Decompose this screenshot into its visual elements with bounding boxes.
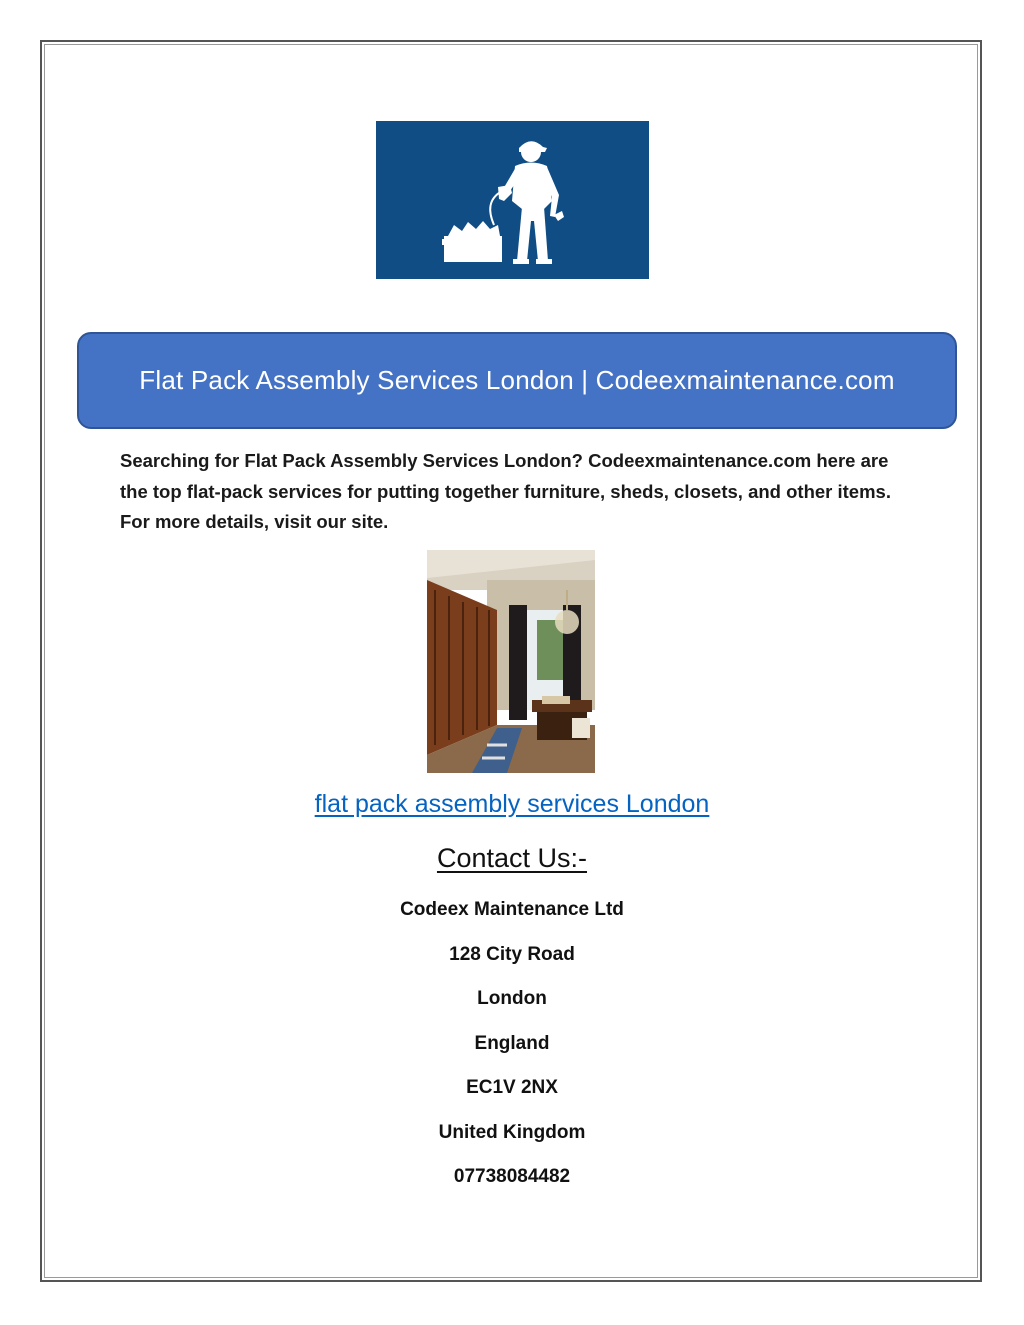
- region: England: [474, 1032, 550, 1054]
- city: London: [477, 988, 547, 1009]
- street-address: 128 City Road: [449, 943, 575, 965]
- handyman-with-toolbox-icon: [376, 121, 649, 279]
- services-link[interactable]: flat pack assembly services London: [314, 790, 710, 818]
- phone-number: 07738084482: [453, 1166, 571, 1187]
- company-name: Codeex Maintenance Ltd: [400, 899, 624, 920]
- contact-address: [0, 896, 1024, 1208]
- postcode: EC1V 2NX: [466, 1077, 558, 1098]
- contact-heading: Contact Us:-: [436, 843, 588, 873]
- interior-photo: [427, 550, 595, 773]
- country: United Kingdom: [438, 1121, 586, 1143]
- intro-paragraph: Searching for Flat Pack Assembly Services London? Codeexmaintenance.com here are the top flat-pack services for putting together furniture, sheds, closets, and other items. For more details, visit our site.: [120, 450, 891, 532]
- title-banner: [77, 332, 957, 429]
- dining-room-wardrobe-photo: [427, 550, 595, 773]
- company-logo: [376, 121, 649, 279]
- page-title: Flat Pack Assembly Services London | Codeexmaintenance.com: [139, 365, 895, 395]
